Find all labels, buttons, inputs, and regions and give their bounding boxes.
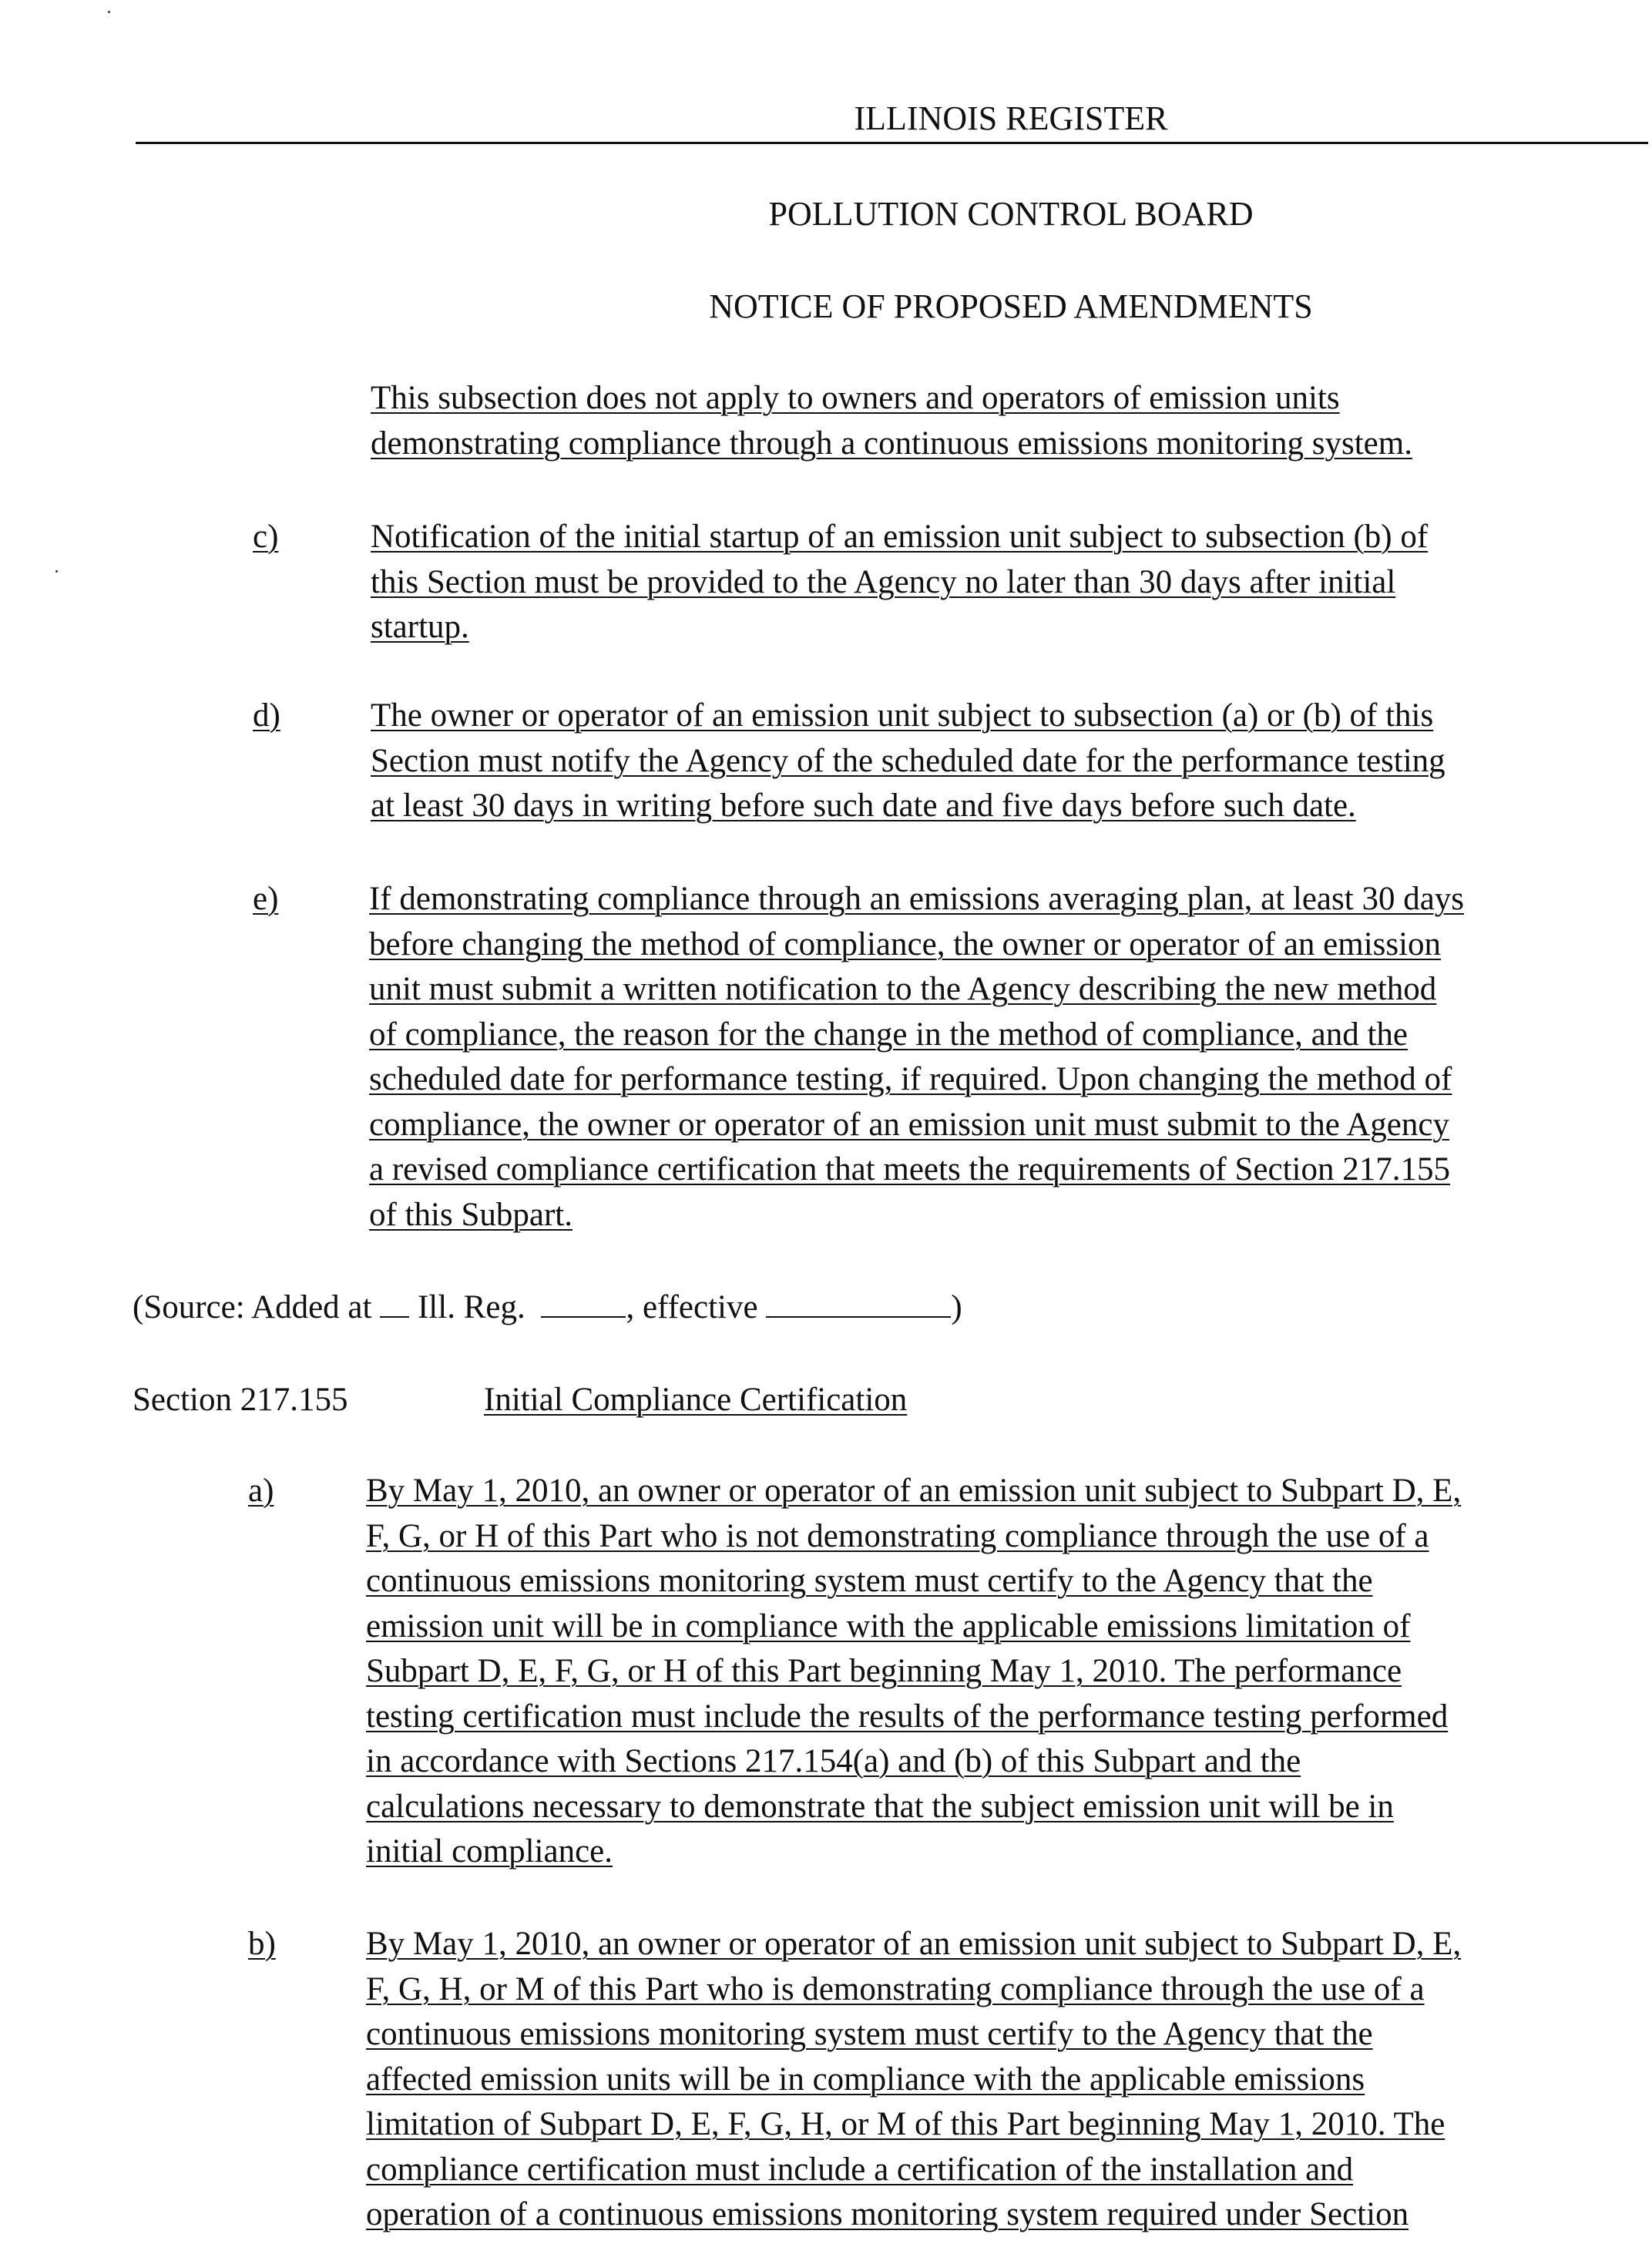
text-line: initial compliance.	[366, 1833, 613, 1869]
subsection-label-c: c)	[253, 519, 279, 555]
text-line: continuous emissions monitoring system must certify to the Agency that the	[366, 2016, 1373, 2052]
text-line: F, G, H, or M of this Part who is demonstrating compliance through the use of a	[366, 1970, 1425, 2007]
text-line: a revised compliance certification that meets the requirements of Section 217.155	[369, 1151, 1450, 1188]
section-title: Initial Compliance Certification	[484, 1382, 908, 1418]
subsection-c-text	[371, 515, 1428, 650]
scan-speck	[55, 570, 58, 573]
text-line: startup.	[371, 609, 469, 645]
header-rule	[136, 142, 1648, 144]
volume-blank	[380, 1288, 409, 1318]
section-number: Section 217.155	[133, 1382, 348, 1418]
intro-paragraph	[371, 376, 1412, 466]
text-line: continuous emissions monitoring system must certify to the Agency that the	[366, 1563, 1373, 1599]
text-line: The owner or operator of an emission unit subject to subsection (a) or (b) of this	[371, 697, 1434, 734]
subsection-b-text	[366, 1922, 1461, 2238]
text-line: Subpart D, E, F, G, or H of this Part beginning May 1, 2010. The performance	[366, 1653, 1402, 1689]
text-line: demonstrating compliance through a continuous emissions monitoring system.	[371, 425, 1412, 462]
subsection-e-text	[369, 877, 1464, 1238]
text-line: If demonstrating compliance through an emissions averaging plan, at least 30 days	[369, 881, 1465, 917]
source-note	[133, 1285, 962, 1330]
text-line: scheduled date for performance testing, if required. Upon changing the method of	[369, 1061, 1452, 1097]
text-line: before changing the method of compliance, the owner or operator of an emission	[369, 925, 1442, 962]
subsection-label-b: b)	[248, 1926, 276, 1962]
subsection-label-e: e)	[253, 881, 279, 917]
source-close: )	[951, 1289, 962, 1325]
board-title: POLLUTION CONTROL BOARD	[768, 195, 1254, 233]
text-line: of this Subpart.	[369, 1196, 572, 1233]
text-line: Notification of the initial startup of an emission unit subject to subsection (b) of	[371, 519, 1429, 555]
text-line: operation of a continuous emissions monitoring system required under Section	[366, 2196, 1409, 2232]
text-line: emission unit will be in compliance with the applicable emissions limitation of	[366, 1607, 1411, 1644]
text-line: in accordance with Sections 217.154(a) and (b) of this Subpart and the	[366, 1743, 1301, 1779]
source-prefix: (Source: Added at	[133, 1289, 372, 1325]
date-blank	[766, 1288, 951, 1318]
text-line: By May 1, 2010, an owner or operator of an emission unit subject to Subpart D, E,	[366, 1473, 1462, 1509]
text-line: Section must notify the Agency of the scheduled date for the performance testing	[371, 742, 1446, 779]
subsection-a-text	[366, 1469, 1461, 1875]
scan-speck	[108, 11, 110, 13]
text-line: of compliance, the reason for the change in the method of compliance, and the	[369, 1016, 1409, 1053]
subsection-d-text	[371, 694, 1446, 829]
subsection-label-a: a)	[248, 1473, 274, 1509]
text-line: testing certification must include the results of the performance testing performed	[366, 1698, 1449, 1735]
text-line: this Section must be provided to the Agency no later than 30 days after initial	[371, 563, 1396, 600]
page-blank	[541, 1288, 626, 1318]
text-line: This subsection does not apply to owners and operators of emission units	[371, 380, 1340, 416]
text-line: unit must submit a written notification to the Agency describing the new method	[369, 971, 1437, 1007]
subsection-label-d: d)	[253, 697, 280, 734]
source-effective: , effective	[626, 1289, 758, 1325]
text-line: calculations necessary to demonstrate that the subject emission unit will be in	[366, 1788, 1394, 1825]
register-title: ILLINOIS REGISTER	[854, 99, 1168, 137]
text-line: limitation of Subpart D, E, F, G, H, or M of this Part beginning May 1, 2010. The	[366, 2106, 1446, 2142]
text-line: F, G, or H of this Part who is not demonstrating compliance through the use of a	[366, 1517, 1429, 1554]
source-ill-reg: Ill. Reg.	[417, 1289, 525, 1325]
text-line: By May 1, 2010, an owner or operator of an emission unit subject to Subpart D, E,	[366, 1926, 1462, 1962]
text-line: compliance, the owner or operator of an emission unit must submit to the Agency	[369, 1106, 1449, 1143]
text-line: at least 30 days in writing before such date and five days before such date.	[371, 788, 1356, 824]
text-line: affected emission units will be in compliance with the applicable emissions	[366, 2061, 1365, 2098]
text-line: compliance certification must include a certification of the installation and	[366, 2151, 1354, 2188]
notice-title: NOTICE OF PROPOSED AMENDMENTS	[709, 287, 1313, 325]
